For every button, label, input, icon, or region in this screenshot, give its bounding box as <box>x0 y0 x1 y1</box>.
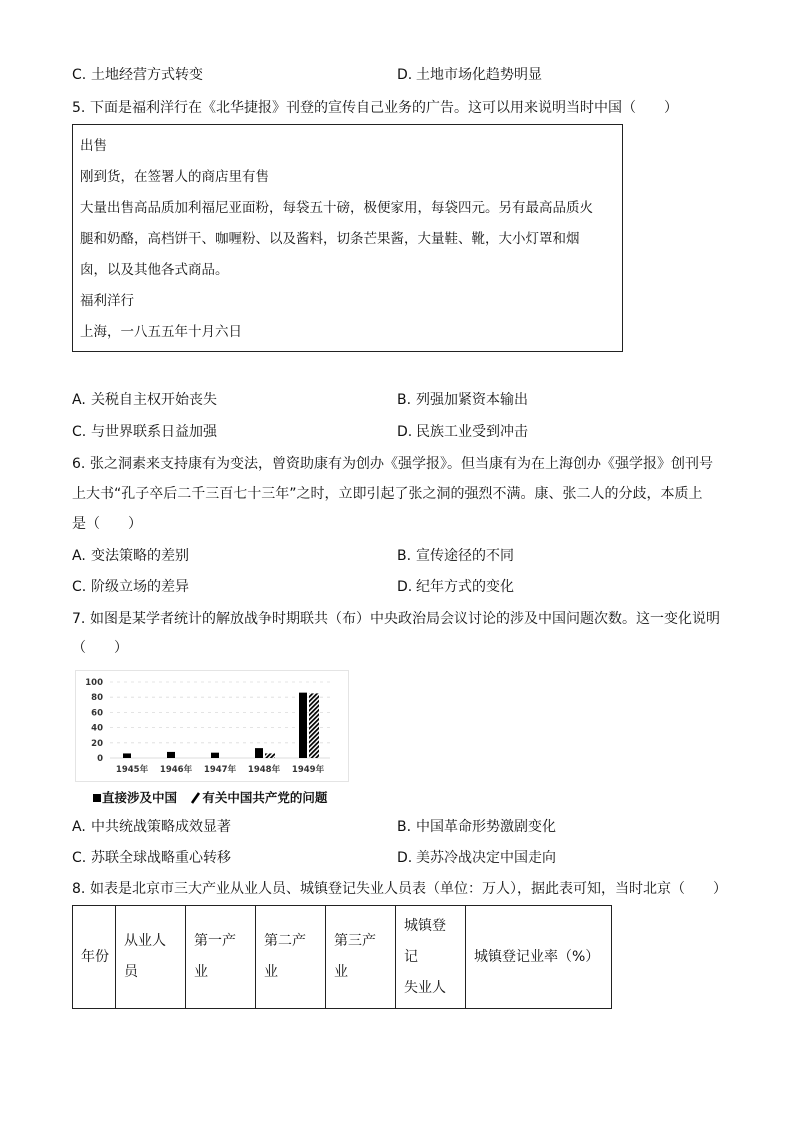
option-label: B. <box>397 819 412 835</box>
ad-line: 刚到货，在签署人的商店里有售 <box>80 169 269 185</box>
header-employed <box>116 906 186 1009</box>
slash-icon <box>190 792 201 804</box>
ad-line: 腿和奶酪，高档饼干、咖喱粉、以及酱料，切条芒果酱，大量鞋、靴，大小灯罩和烟 <box>80 231 580 247</box>
question-5-stem <box>72 98 678 118</box>
question-number: 6. <box>72 456 86 472</box>
question-6-stem-line-2: 上大书“孔子卒后二千三百七十三年”之时，立即引起了张之洞的强烈不满。康、张二人的分歧，本质上 <box>72 486 703 502</box>
advertisement-box <box>72 124 623 352</box>
header-primary-industry <box>186 906 256 1009</box>
header-line: 年份 <box>81 948 109 965</box>
q6-option-b <box>397 546 514 566</box>
bar-series-2 <box>265 753 275 758</box>
ad-line: 囱，以及其他各式商品。 <box>80 262 229 278</box>
x-tick-label: 1949年 <box>291 765 325 775</box>
option-label: D. <box>397 850 413 866</box>
x-tick-label: 1947年 <box>203 765 237 775</box>
option-text: 土地经营方式转变 <box>91 67 203 83</box>
q7-option-b <box>397 817 556 837</box>
q7-option-a <box>72 817 231 837</box>
option-label: D. <box>397 67 413 83</box>
option-c <box>72 65 203 85</box>
header-line: 第二产 <box>264 933 306 949</box>
q5-option-a <box>72 390 217 410</box>
q7-option-d <box>397 848 556 868</box>
question-text: 下面是福利洋行在《北华捷报》刊登的宣传自己业务的广告。这可以用来说明当时中国（ ） <box>90 100 678 116</box>
header-line: 失业人 <box>404 979 446 996</box>
bar-chart-svg <box>76 671 348 781</box>
header-line: 员 <box>124 964 138 980</box>
q5-option-c <box>72 422 217 442</box>
header-line: 业 <box>194 964 208 980</box>
question-7-stem-line-2: （ ） <box>72 640 128 656</box>
bar-series-1 <box>167 752 175 758</box>
header-line: 第三产 <box>334 933 376 949</box>
header-line: 从业人 <box>124 933 166 949</box>
ad-line: 上海，一八五五年十月六日 <box>80 324 242 340</box>
option-label: B. <box>397 548 412 564</box>
legend-label: 直接涉及中国 <box>102 789 178 805</box>
employment-table <box>72 905 612 1009</box>
option-label: A. <box>72 392 86 408</box>
q6-option-a <box>72 546 189 566</box>
y-tick-label: 0 <box>97 754 103 764</box>
q6-option-c <box>72 577 189 597</box>
bar-series-1 <box>211 753 219 758</box>
option-label: C. <box>72 850 87 866</box>
bar-series-2 <box>309 693 319 758</box>
header-secondary-industry <box>256 906 326 1009</box>
bar-series-1 <box>299 693 307 758</box>
option-text: 宣传途径的不同 <box>416 548 514 564</box>
ad-line: 大量出售高品质加利福尼亚面粉，每袋五十磅，极便家用，每袋四元。另有最高品质火 <box>80 200 593 216</box>
question-6-stem-line-3: 是（ ） <box>72 516 142 532</box>
header-year <box>73 906 116 1009</box>
option-text: 与世界联系日益加强 <box>91 424 217 440</box>
bar-chart <box>75 670 349 782</box>
question-8-stem <box>72 879 727 899</box>
option-label: A. <box>72 819 86 835</box>
table-header-row <box>73 906 612 1009</box>
question-number: 8. <box>72 881 86 897</box>
question-text: 张之洞素来支持康有为变法，曾资助康有为创办《强学报》。但当康有为在上海创办《强学报》创刊号 <box>90 456 713 472</box>
y-tick-label: 40 <box>91 723 103 734</box>
header-line: 业 <box>334 964 348 980</box>
chart-legend <box>93 789 327 805</box>
x-tick-label: 1945年 <box>115 765 149 775</box>
option-label: B. <box>397 392 412 408</box>
option-text: 美苏冷战决定中国走向 <box>416 850 556 866</box>
question-7-stem-line-1 <box>72 609 720 629</box>
y-tick-label: 20 <box>91 738 103 749</box>
header-tertiary-industry <box>326 906 396 1009</box>
question-number: 7. <box>72 611 86 627</box>
q6-option-d <box>397 577 514 597</box>
bar-series-1 <box>123 753 131 758</box>
option-text: 关税自主权开始丧失 <box>91 392 217 408</box>
header-registered-unemployed <box>396 906 466 1009</box>
x-tick-label: 1948年 <box>247 765 281 775</box>
option-label: C. <box>72 424 87 440</box>
header-line: 城镇登 <box>404 917 446 934</box>
header-line: 第一产 <box>194 933 236 949</box>
question-6-stem-line-1 <box>72 454 713 474</box>
y-tick-label: 80 <box>91 693 103 704</box>
question-text: 如图是某学者统计的解放战争时期联共（布）中央政治局会议讨论的涉及中国问题次数。这一变化说明 <box>90 611 720 627</box>
option-text: 中国革命形势激剧变化 <box>416 819 556 835</box>
header-registered-rate <box>466 906 612 1009</box>
option-text: 阶级立场的差异 <box>91 579 189 595</box>
question-number: 5. <box>72 100 86 116</box>
option-label: C. <box>72 67 87 83</box>
legend-item-direct <box>93 790 177 806</box>
x-tick-label: 1946年 <box>159 765 193 775</box>
bar-series-1 <box>255 748 263 758</box>
y-tick-label: 100 <box>85 678 103 688</box>
option-d <box>397 65 542 85</box>
option-label: C. <box>72 579 87 595</box>
q7-option-c <box>72 848 231 868</box>
q5-option-d <box>397 422 528 442</box>
solid-square-icon <box>93 794 101 802</box>
option-text: 民族工业受到冲击 <box>416 424 528 440</box>
option-text: 变法策略的差别 <box>91 548 189 564</box>
header-line: 城镇登记业率（%） <box>474 948 600 965</box>
option-label: A. <box>72 548 86 564</box>
option-label: D. <box>397 424 413 440</box>
header-line: 记 <box>404 948 418 965</box>
header-line: 业 <box>264 964 278 980</box>
option-text: 中共统战策略成效显著 <box>91 819 231 835</box>
option-text: 纪年方式的变化 <box>416 579 514 595</box>
option-text: 土地市场化趋势明显 <box>416 67 542 83</box>
option-text: 列强加紧资本输出 <box>416 392 528 408</box>
q5-option-b <box>397 390 528 410</box>
legend-label: 有关中国共产党的问题 <box>202 789 328 805</box>
option-label: D. <box>397 579 413 595</box>
legend-item-cpc <box>190 790 327 806</box>
question-text: 如表是北京市三大产业从业人员、城镇登记失业人员表（单位：万人），据此表可知，当时北京（ ） <box>90 881 727 897</box>
ad-line: 出售 <box>80 138 107 154</box>
y-tick-label: 60 <box>91 708 103 719</box>
ad-line: 福利洋行 <box>80 293 134 309</box>
option-text: 苏联全球战略重心转移 <box>91 850 231 866</box>
